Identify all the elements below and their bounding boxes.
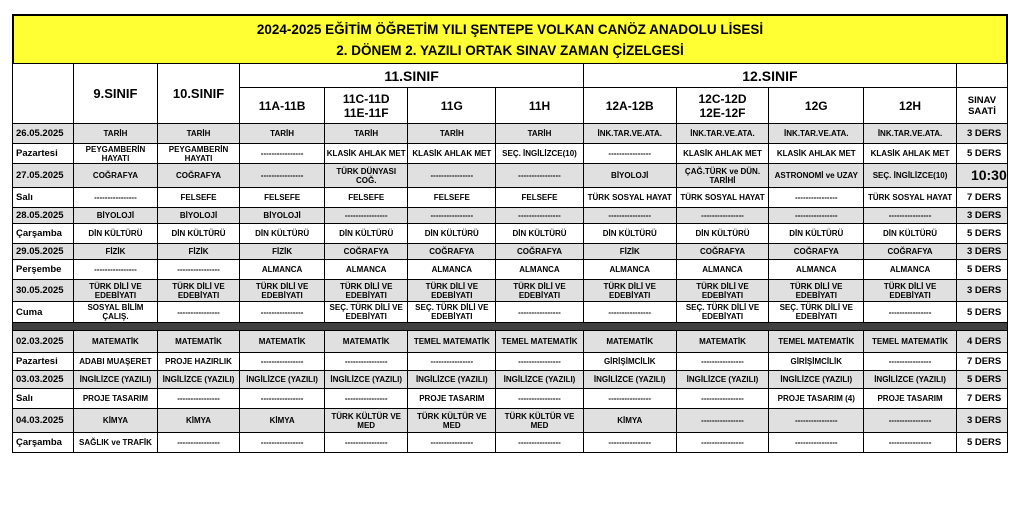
subject-cell: COĞRAFYA: [769, 244, 864, 260]
exam-time-cell: 5 DERS: [956, 144, 1007, 164]
table-row: [13, 260, 1008, 280]
subject-cell: ----------------: [496, 208, 584, 224]
table-row: [13, 208, 1008, 224]
col-12g: 12G: [769, 88, 864, 124]
subject-cell: ALMANCA: [324, 260, 408, 280]
subject-cell: PROJE HAZIRLIK: [157, 353, 240, 371]
subject-cell: COĞRAFYA: [74, 164, 158, 188]
subject-cell: KİMYA: [74, 409, 158, 433]
subject-cell: TEMEL MATEMATİK: [408, 331, 496, 353]
subject-cell: ALMANCA: [676, 260, 769, 280]
exam-time-cell: 5 DERS: [956, 260, 1007, 280]
table-row: [13, 144, 1008, 164]
subject-cell: BİYOLOJİ: [74, 208, 158, 224]
subject-cell: BİYOLOJİ: [157, 208, 240, 224]
subject-cell: TEMEL MATEMATİK: [864, 331, 957, 353]
col-12c-12d-label: 12C-12D: [698, 91, 747, 106]
subject-cell: KİMYA: [583, 409, 676, 433]
subject-cell: ALMANCA: [583, 260, 676, 280]
subject-cell: ----------------: [324, 389, 408, 409]
subject-cell: MATEMATİK: [324, 331, 408, 353]
subject-cell: DİN KÜLTÜRÜ: [496, 224, 584, 244]
subject-cell: TÜRK DİLİ VE EDEBİYATI: [324, 280, 408, 302]
subject-cell: TEMEL MATEMATİK: [769, 331, 864, 353]
date-cell: 04.03.2025: [13, 409, 74, 433]
table-row: [13, 188, 1008, 208]
exam-time-cell: 5 DERS: [956, 302, 1007, 323]
day-cell: Cuma: [13, 302, 74, 323]
subject-cell: FİZİK: [240, 244, 325, 260]
subject-cell: TÜRK DİLİ VE EDEBİYATI: [240, 280, 325, 302]
subject-cell: KLASİK AHLAK MET: [324, 144, 408, 164]
table-row: [13, 224, 1008, 244]
subject-cell: İNGİLİZCE (YAZILI): [676, 371, 769, 389]
subject-cell: ----------------: [583, 144, 676, 164]
subject-cell: ----------------: [864, 433, 957, 453]
subject-cell: TÜRK KÜLTÜR VE MED: [496, 409, 584, 433]
subject-cell: ----------------: [157, 389, 240, 409]
subject-cell: GİRİŞİMCİLİK: [583, 353, 676, 371]
subject-cell: ----------------: [240, 302, 325, 323]
subject-cell: DİN KÜLTÜRÜ: [583, 224, 676, 244]
subject-cell: COĞRAFYA: [324, 244, 408, 260]
header-corner: [13, 64, 74, 124]
subject-cell: TÜRK KÜLTÜR VE MED: [408, 409, 496, 433]
subject-cell: MATEMATİK: [240, 331, 325, 353]
subject-cell: COĞRAFYA: [408, 244, 496, 260]
schedule-title: [12, 14, 1008, 63]
subject-cell: ----------------: [408, 164, 496, 188]
date-cell: 26.05.2025: [13, 124, 74, 144]
subject-cell: DİN KÜLTÜRÜ: [769, 224, 864, 244]
subject-cell: SEÇ. TÜRK DİLİ VE EDEBİYATI: [408, 302, 496, 323]
group-12-sinif: 12.SINIF: [583, 64, 956, 88]
subject-cell: TÜRK DİLİ VE EDEBİYATI: [74, 280, 158, 302]
table-row: [13, 302, 1008, 323]
subject-cell: TÜRK DİLİ VE EDEBİYATI: [864, 280, 957, 302]
subject-cell: FİZİK: [583, 244, 676, 260]
title-line-1: 2024-2025 EĞİTİM ÖĞRETİM YILI ŞENTEPE VOLKAN CANÖZ ANADOLU LİSESİ: [256, 22, 764, 37]
subject-cell: FELSEFE: [324, 188, 408, 208]
subject-cell: ----------------: [676, 353, 769, 371]
table-row: [13, 164, 1008, 188]
subject-cell: ÇAĞ.TÜRK ve DÜN. TARİHİ: [676, 164, 769, 188]
subject-cell: ----------------: [157, 260, 240, 280]
subject-cell: DİN KÜLTÜRÜ: [408, 224, 496, 244]
day-cell: Pazartesi: [13, 353, 74, 371]
subject-cell: ----------------: [74, 188, 158, 208]
col-12h: 12H: [864, 88, 957, 124]
exam-time-cell: 3 DERS: [956, 409, 1007, 433]
subject-cell: SEÇ. TÜRK DİLİ VE EDEBİYATI: [324, 302, 408, 323]
subject-cell: ----------------: [864, 353, 957, 371]
date-cell: 03.03.2025: [13, 371, 74, 389]
subject-cell: FELSEFE: [157, 188, 240, 208]
subject-cell: TÜRK KÜLTÜR VE MED: [324, 409, 408, 433]
subject-cell: KLASİK AHLAK MET: [769, 144, 864, 164]
subject-cell: İNGİLİZCE (YAZILI): [769, 371, 864, 389]
subject-cell: FELSEFE: [240, 188, 325, 208]
table-row: [13, 280, 1008, 302]
time-header-top: [956, 64, 1007, 88]
day-cell: Perşembe: [13, 260, 74, 280]
date-cell: 27.05.2025: [13, 164, 74, 188]
table-row: [13, 433, 1008, 453]
subject-cell: FİZİK: [74, 244, 158, 260]
subject-cell: ----------------: [240, 433, 325, 453]
subject-cell: ----------------: [240, 164, 325, 188]
subject-cell: İNGİLİZCE (YAZILI): [157, 371, 240, 389]
subject-cell: ----------------: [864, 208, 957, 224]
subject-cell: DİN KÜLTÜRÜ: [240, 224, 325, 244]
subject-cell: ----------------: [324, 208, 408, 224]
day-cell: Çarşamba: [13, 224, 74, 244]
subject-cell: ----------------: [496, 433, 584, 453]
subject-cell: ----------------: [496, 389, 584, 409]
exam-time-cell: 7 DERS: [956, 389, 1007, 409]
subject-cell: GİRİŞİMCİLİK: [769, 353, 864, 371]
schedule-sheet: [12, 14, 1008, 453]
schedule-body: [13, 124, 1008, 453]
subject-cell: FELSEFE: [408, 188, 496, 208]
table-row: [13, 331, 1008, 353]
period-separator: [13, 323, 1008, 331]
subject-cell: İNGİLİZCE (YAZILI): [74, 371, 158, 389]
col-12e-12f-label: 12E-12F: [699, 105, 746, 120]
col-11a-11b: 11A-11B: [240, 88, 325, 124]
subject-cell: TÜRK DİLİ VE EDEBİYATI: [676, 280, 769, 302]
subject-cell: ----------------: [769, 409, 864, 433]
col-9-sinif: 9.SINIF: [74, 64, 158, 124]
col-11h: 11H: [496, 88, 584, 124]
subject-cell: ----------------: [496, 302, 584, 323]
subject-cell: FELSEFE: [496, 188, 584, 208]
exam-time-cell: 5 DERS: [956, 371, 1007, 389]
subject-cell: COĞRAFYA: [676, 244, 769, 260]
subject-cell: KİMYA: [240, 409, 325, 433]
subject-cell: TÜRK DİLİ VE EDEBİYATI: [408, 280, 496, 302]
exam-time-cell: 7 DERS: [956, 353, 1007, 371]
subject-cell: ----------------: [240, 353, 325, 371]
subject-cell: TARİH: [324, 124, 408, 144]
subject-cell: ----------------: [864, 302, 957, 323]
subject-cell: DİN KÜLTÜRÜ: [74, 224, 158, 244]
date-cell: 30.05.2025: [13, 280, 74, 302]
subject-cell: İNGİLİZCE (YAZILI): [408, 371, 496, 389]
subject-cell: İNGİLİZCE (YAZILI): [324, 371, 408, 389]
day-cell: Salı: [13, 389, 74, 409]
subject-cell: İNGİLİZCE (YAZILI): [240, 371, 325, 389]
col-sinav-saati: [956, 88, 1007, 124]
col-11e-11f-label: 11E-11F: [343, 105, 389, 120]
subject-cell: ----------------: [408, 353, 496, 371]
subject-cell: COĞRAFYA: [157, 164, 240, 188]
subject-cell: COĞRAFYA: [496, 244, 584, 260]
subject-cell: TARİH: [157, 124, 240, 144]
subject-cell: PEYGAMBERİN HAYATI: [157, 144, 240, 164]
subject-cell: ALMANCA: [769, 260, 864, 280]
subject-cell: TARİH: [240, 124, 325, 144]
subject-cell: TÜRK DİLİ VE EDEBİYATI: [496, 280, 584, 302]
subject-cell: DİN KÜLTÜRÜ: [324, 224, 408, 244]
subject-cell: ----------------: [583, 389, 676, 409]
exam-time-cell: 3 DERS: [956, 280, 1007, 302]
day-cell: Pazartesi: [13, 144, 74, 164]
separator-bar: [13, 323, 1008, 331]
subject-cell: TÜRK SOSYAL HAYAT: [864, 188, 957, 208]
subject-cell: TÜRK DİLİ VE EDEBİYATI: [583, 280, 676, 302]
date-cell: 28.05.2025: [13, 208, 74, 224]
table-row: [13, 353, 1008, 371]
subject-cell: ASTRONOMİ ve UZAY: [769, 164, 864, 188]
subject-cell: BİYOLOJİ: [240, 208, 325, 224]
subject-cell: KİMYA: [157, 409, 240, 433]
subject-cell: ----------------: [324, 433, 408, 453]
subject-cell: ALMANCA: [408, 260, 496, 280]
subject-cell: ----------------: [408, 433, 496, 453]
subject-cell: ----------------: [769, 208, 864, 224]
exam-time-cell: 3 DERS: [956, 244, 1007, 260]
col-11c-11f: [324, 88, 408, 124]
subject-cell: TÜRK SOSYAL HAYAT: [583, 188, 676, 208]
subject-cell: ----------------: [676, 409, 769, 433]
exam-time-cell: 5 DERS: [956, 433, 1007, 453]
subject-cell: COĞRAFYA: [864, 244, 957, 260]
subject-cell: ----------------: [769, 433, 864, 453]
subject-cell: PEYGAMBERİN HAYATI: [74, 144, 158, 164]
subject-cell: MATEMATİK: [676, 331, 769, 353]
subject-cell: ----------------: [676, 389, 769, 409]
subject-cell: BİYOLOJİ: [583, 164, 676, 188]
subject-cell: PROJE TASARIM: [864, 389, 957, 409]
subject-cell: SEÇ. TÜRK DİLİ VE EDEBİYATI: [769, 302, 864, 323]
subject-cell: KLASİK AHLAK MET: [408, 144, 496, 164]
col-10-sinif: 10.SINIF: [157, 64, 240, 124]
subject-cell: DİN KÜLTÜRÜ: [676, 224, 769, 244]
subject-cell: ----------------: [496, 353, 584, 371]
col-11c-11d-label: 11C-11D: [342, 91, 390, 106]
group-11-sinif: 11.SINIF: [240, 64, 584, 88]
subject-cell: TÜRK DÜNYASI COĞ.: [324, 164, 408, 188]
exam-schedule-table: [12, 63, 1008, 453]
subject-cell: KLASİK AHLAK MET: [676, 144, 769, 164]
subject-cell: İNK.TAR.VE.ATA.: [769, 124, 864, 144]
subject-cell: MATEMATİK: [157, 331, 240, 353]
subject-cell: TEMEL MATEMATİK: [496, 331, 584, 353]
col-11g: 11G: [408, 88, 496, 124]
table-row: [13, 371, 1008, 389]
subject-cell: SAĞLIK ve TRAFİK: [74, 433, 158, 453]
subject-cell: ----------------: [408, 208, 496, 224]
subject-cell: ----------------: [240, 144, 325, 164]
exam-time-cell: 3 DERS: [956, 208, 1007, 224]
subject-cell: İNK.TAR.VE.ATA.: [676, 124, 769, 144]
subject-cell: İNK.TAR.VE.ATA.: [864, 124, 957, 144]
subject-cell: TARİH: [74, 124, 158, 144]
subject-cell: ALMANCA: [864, 260, 957, 280]
day-cell: Çarşamba: [13, 433, 74, 453]
exam-time-cell: 7 DERS: [956, 188, 1007, 208]
subject-cell: MATEMATİK: [74, 331, 158, 353]
subject-cell: ----------------: [583, 433, 676, 453]
subject-cell: TÜRK SOSYAL HAYAT: [676, 188, 769, 208]
subject-cell: İNGİLİZCE (YAZILI): [583, 371, 676, 389]
subject-cell: ----------------: [74, 260, 158, 280]
subject-cell: PROJE TASARIM: [408, 389, 496, 409]
table-row: [13, 244, 1008, 260]
subject-cell: ALMANCA: [240, 260, 325, 280]
subject-cell: ----------------: [240, 389, 325, 409]
subject-cell: ----------------: [157, 302, 240, 323]
table-row: [13, 124, 1008, 144]
sinav-label: SINAV: [967, 94, 997, 106]
subject-cell: ----------------: [583, 302, 676, 323]
saati-label: SAATİ: [968, 105, 996, 117]
subject-cell: SEÇ. İNGİLİZCE(10): [496, 144, 584, 164]
subject-cell: ----------------: [769, 188, 864, 208]
exam-time-cell: 5 DERS: [956, 224, 1007, 244]
exam-time-cell: 4 DERS: [956, 331, 1007, 353]
col-12c-12f: [676, 88, 769, 124]
subject-cell: TARİH: [496, 124, 584, 144]
subject-cell: İNK.TAR.VE.ATA.: [583, 124, 676, 144]
date-cell: 02.03.2025: [13, 331, 74, 353]
exam-time-cell: 10:30: [956, 164, 1007, 188]
subject-cell: SEÇ. TÜRK DİLİ VE EDEBİYATI: [676, 302, 769, 323]
subject-cell: DİN KÜLTÜRÜ: [157, 224, 240, 244]
subject-cell: ----------------: [864, 409, 957, 433]
subject-cell: TARİH: [408, 124, 496, 144]
subject-cell: TÜRK DİLİ VE EDEBİYATI: [157, 280, 240, 302]
col-12a-12b: 12A-12B: [583, 88, 676, 124]
subject-cell: ----------------: [676, 208, 769, 224]
subject-cell: ----------------: [157, 433, 240, 453]
subject-cell: PROJE TASARIM: [74, 389, 158, 409]
subject-cell: ----------------: [496, 164, 584, 188]
subject-cell: ----------------: [583, 208, 676, 224]
subject-cell: KLASİK AHLAK MET: [864, 144, 957, 164]
subject-cell: İNGİLİZCE (YAZILI): [864, 371, 957, 389]
subject-cell: ----------------: [676, 433, 769, 453]
day-cell: Salı: [13, 188, 74, 208]
subject-cell: PROJE TASARIM (4): [769, 389, 864, 409]
table-row: [13, 409, 1008, 433]
subject-cell: FİZİK: [157, 244, 240, 260]
subject-cell: SOSYAL BİLİM ÇALIŞ.: [74, 302, 158, 323]
subject-cell: TÜRK DİLİ VE EDEBİYATI: [769, 280, 864, 302]
subject-cell: ALMANCA: [496, 260, 584, 280]
subject-cell: DİN KÜLTÜRÜ: [864, 224, 957, 244]
subject-cell: İNGİLİZCE (YAZILI): [496, 371, 584, 389]
subject-cell: SEÇ. İNGİLİZCE(10): [864, 164, 957, 188]
date-cell: 29.05.2025: [13, 244, 74, 260]
title-line-2: 2. DÖNEM 2. YAZILI ORTAK SINAV ZAMAN ÇİZELGESİ: [336, 43, 684, 58]
subject-cell: ----------------: [324, 353, 408, 371]
subject-cell: ADABI MUAŞERET: [74, 353, 158, 371]
exam-time-cell: 3 DERS: [956, 124, 1007, 144]
subject-cell: MATEMATİK: [583, 331, 676, 353]
table-row: [13, 389, 1008, 409]
